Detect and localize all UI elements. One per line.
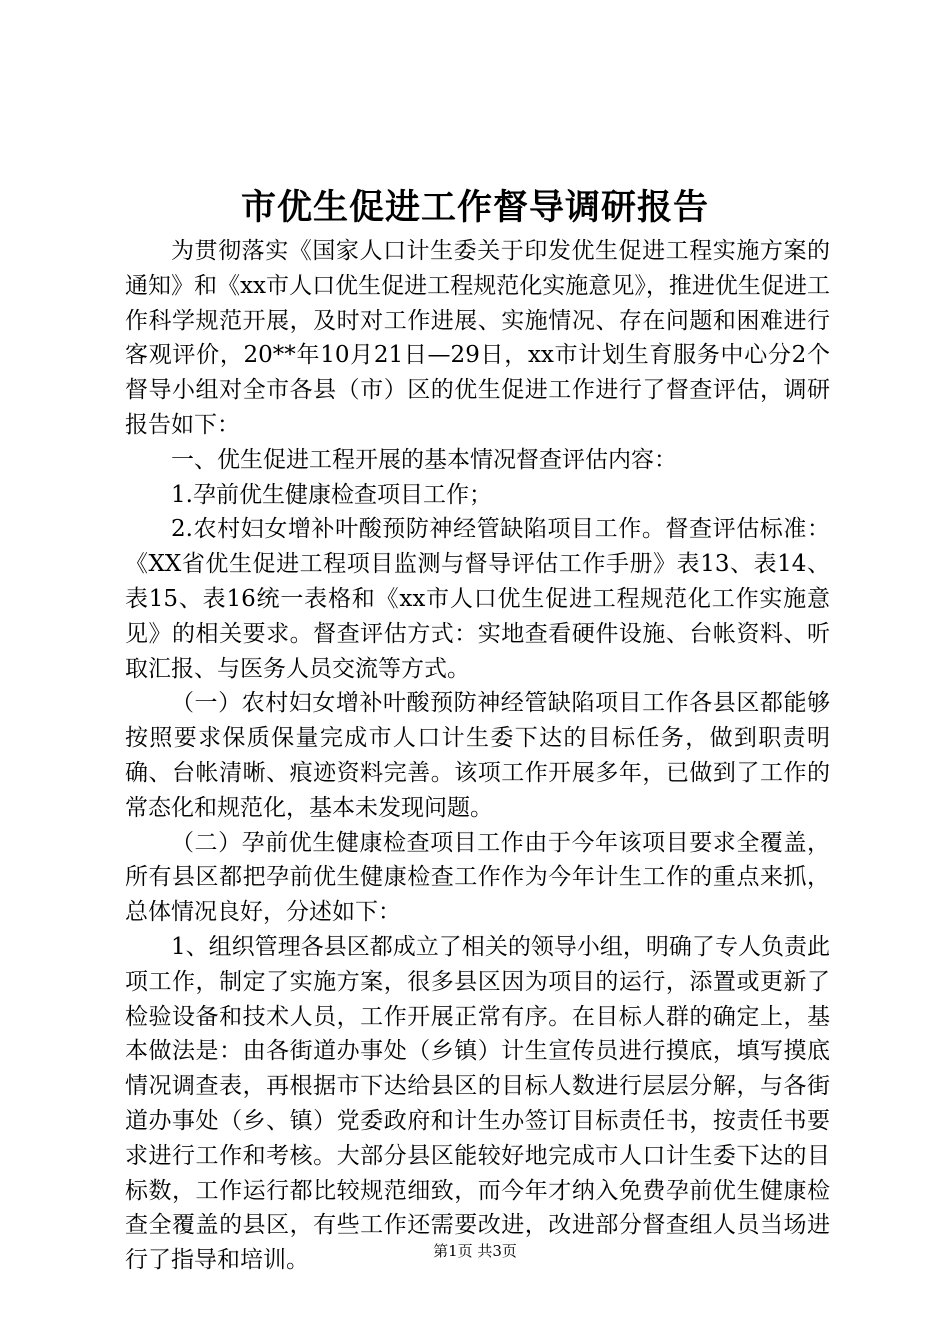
- document-body: [125, 234, 830, 1278]
- paragraph-intro: 为贯彻落实《国家人口计生委关于印发优生促进工程实施方案的通知》和《xx市人口优生促进工程规范化实施意见》，推进优生促进工作科学规范开展，及时对工作进展、实施情况、存在问题和困难进行客观评价，20**年10月21日—29日，xx市计划生育服务中心分2个督导小组对全市各县（市）区的优生促进工作进行了督查评估，调研报告如下：: [125, 238, 830, 438]
- page-footer: 第1页 共3页: [433, 1242, 517, 1260]
- paragraph-subsection-2: （二）孕前优生健康检查项目工作由于今年该项目要求全覆盖，所有县区都把孕前优生健康检查工作作为今年计生工作的重点来抓，总体情况良好，分述如下：: [125, 829, 830, 926]
- document-title: 市优生促进工作督导调研报告: [240, 187, 709, 228]
- paragraph-subsection-1: （一）农村妇女增补叶酸预防神经管缺陷项目工作各县区都能够按照要求保质保量完成市人口计生委下达的目标任务，做到职责明确、台帐清晰、痕迹资料完善。该项工作开展多年，已做到了工作的常态化和规范化，基本未发现问题。: [125, 690, 830, 821]
- paragraph-section-one-heading: 一、优生促进工程开展的基本情况督查评估内容：: [171, 446, 677, 473]
- paragraph-organization-management: 1、组织管理各县区都成立了相关的领导小组，明确了专人负责此项工作，制定了实施方案，很多县区因为项目的运行，添置或更新了检验设备和技术人员，工作开展正常有序。在目标人群的确定上，基本做法是：由各街道办事处（乡镇）计生宣传员进行摸底，填写摸底情况调查表，再根据市下达给县区的目标人数进行层层分解，与各街道办事处（乡、镇）党委政府和计生办签订目标责任书，按责任书要求进行工作和考核。大部分县区能较好地完成市人口计生委下达的目标数，工作运行都比较规范细致，而今年才纳入免费孕前优生健康检查全覆盖的县区，有些工作还需要改进，改进部分督查组人员当场进行了指导和培训。: [125, 933, 830, 1274]
- paragraph-item-2: 2.农村妇女增补叶酸预防神经管缺陷项目工作。督查评估标准：《XX省优生促进工程项目监测与督导评估工作手册》表13、表14、表15、表16统一表格和《xx市人口优生促进工程规范化工作实施意见》的相关要求。督查评估方式：实地查看硬件设施、台帐资料、听取汇报、与医务人员交流等方式。: [125, 516, 830, 682]
- paragraph-item-1: 1.孕前优生健康检查项目工作；: [171, 481, 492, 508]
